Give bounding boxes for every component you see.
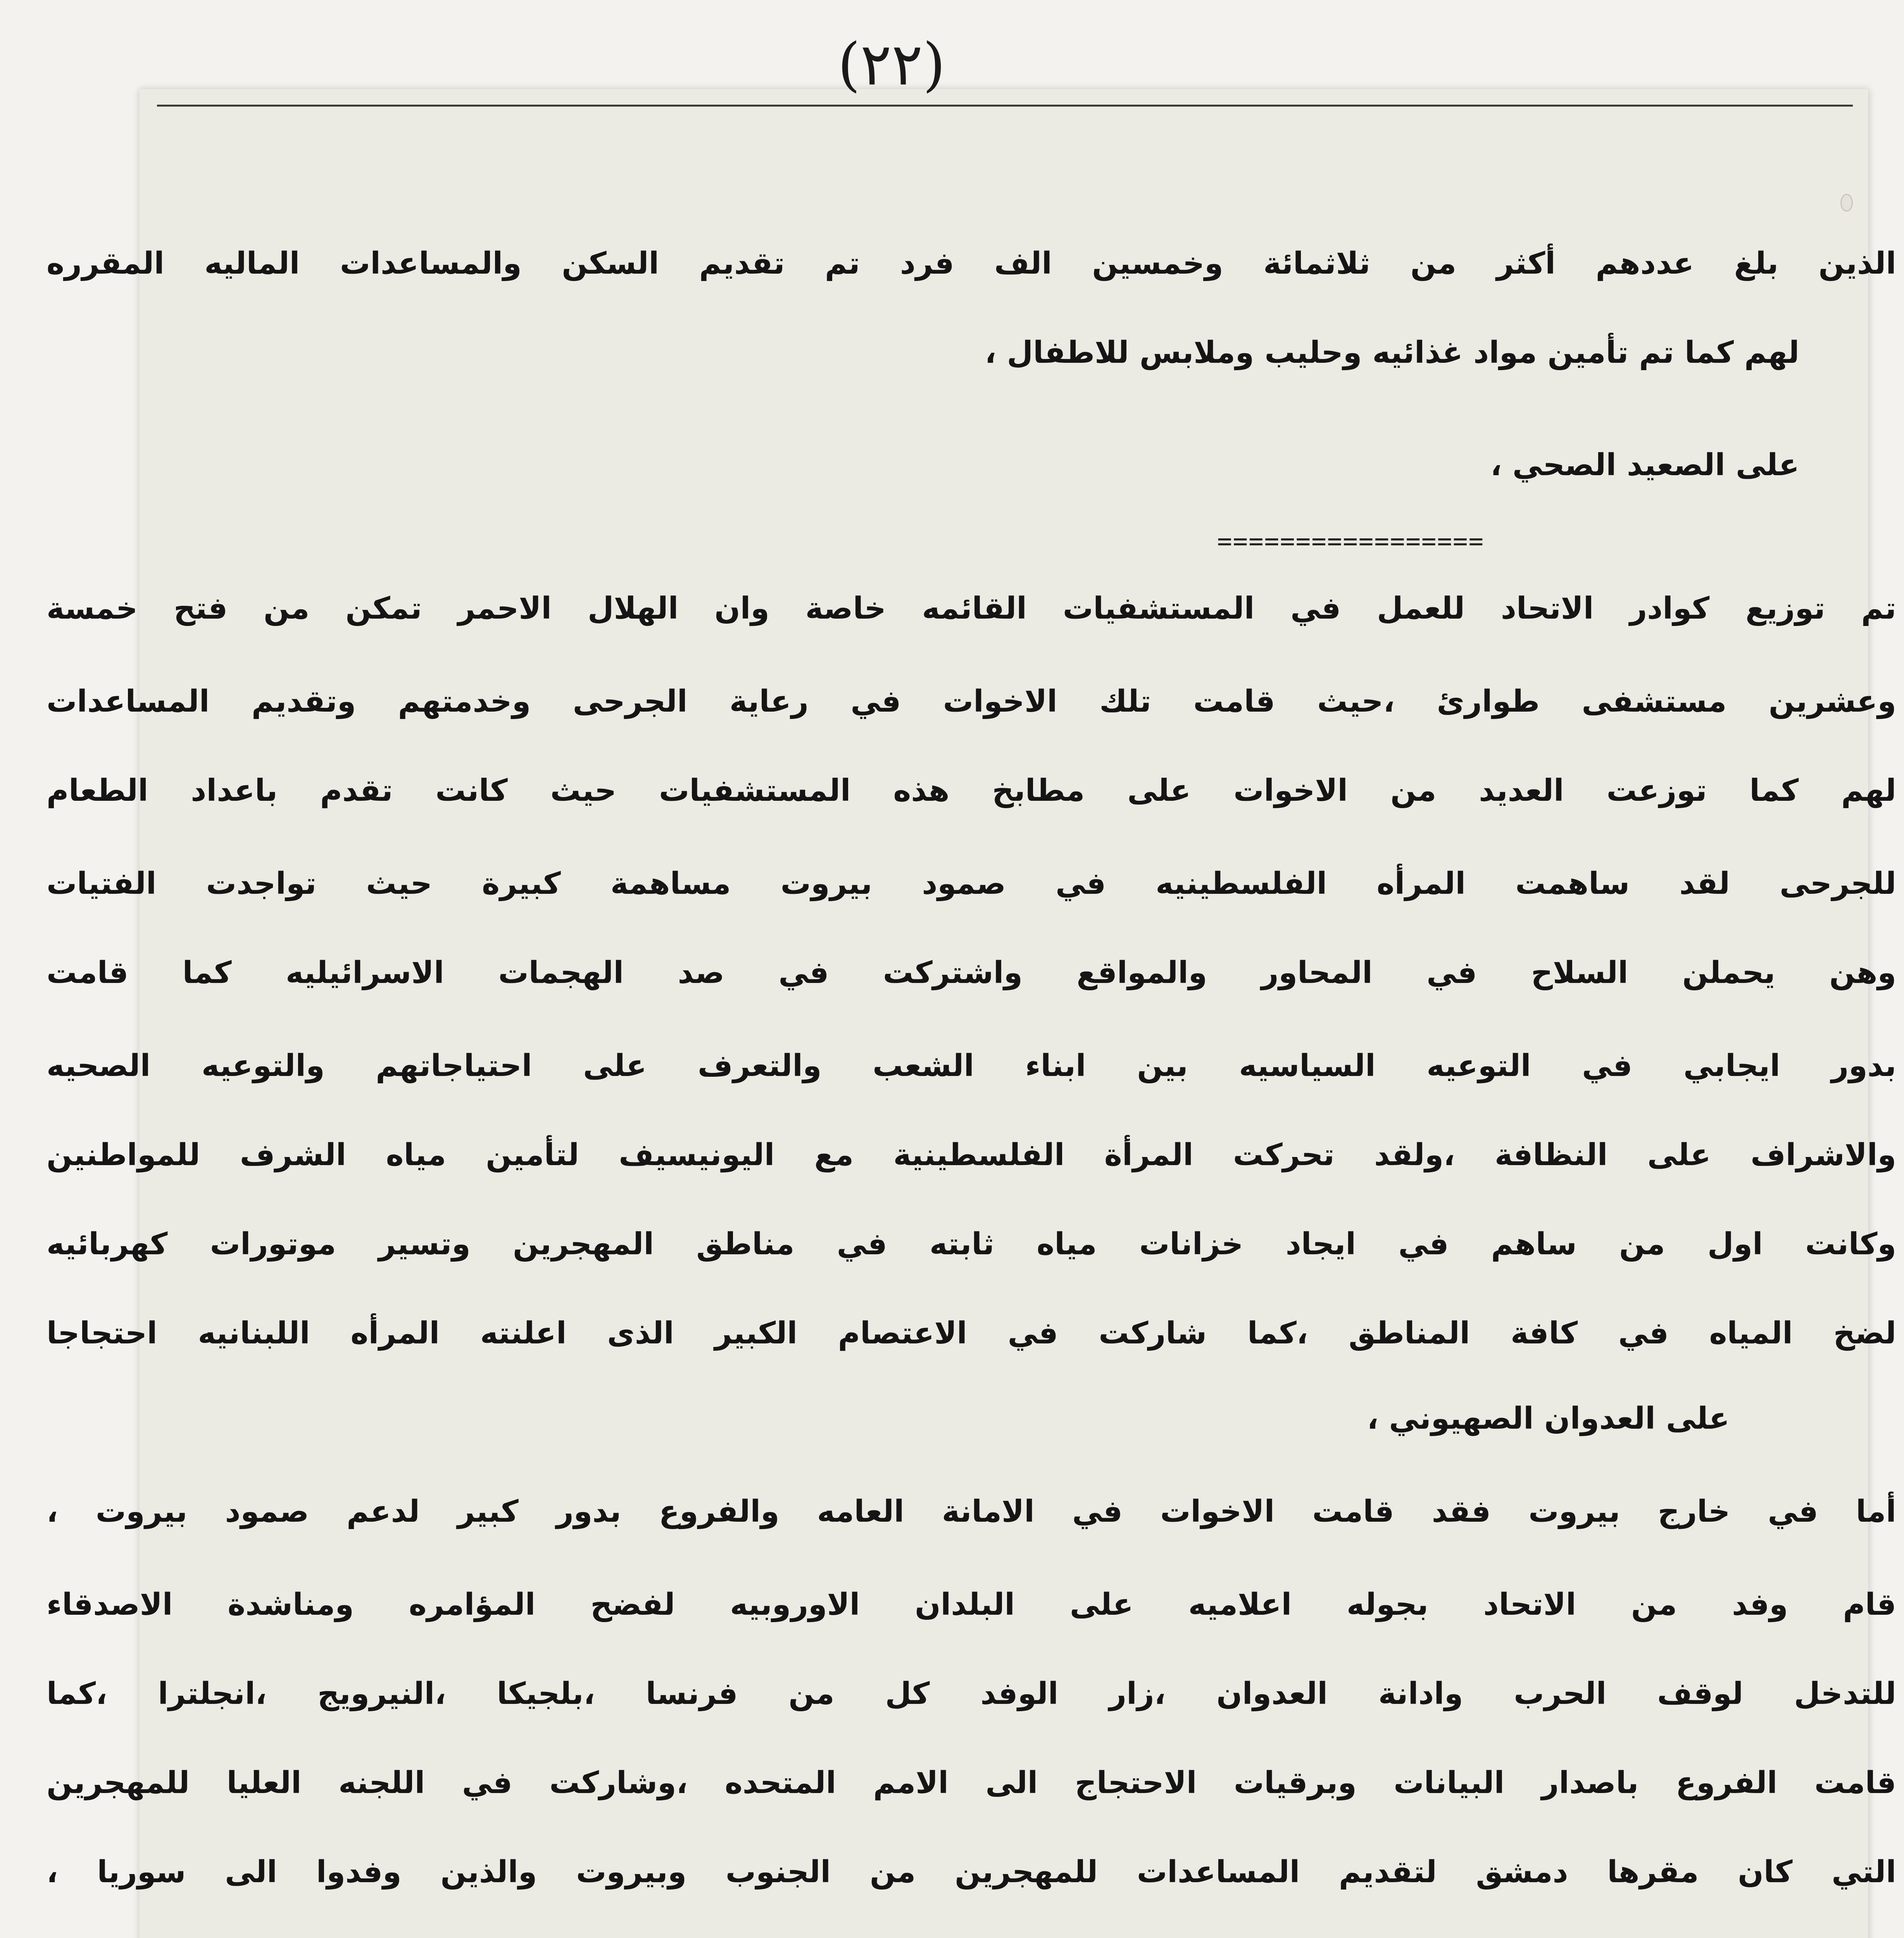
section-heading-health: على الصعيد الصحي ،: [1490, 448, 1799, 483]
text-line: وكانت اول من ساهم في ايجاد خزانات مياه ثابته في مناطق المهجرين وتسير موتورات كهربائيه: [47, 1227, 1896, 1262]
text-line: بدور ايجابي في التوعيه السياسيه بين ابناء الشعب والتعرف على احتياجاتهم والتوعيه الصحيه: [47, 1048, 1896, 1083]
text-line: تم توزيع كوادر الاتحاد للعمل في المستشفيات القائمه خاصة وان الهلال الاحمر تمكن من فتح خمسة: [47, 591, 1896, 626]
text-line: لهم كما تم تأمين مواد غذائيه وحليب وملابس للاطفال ،: [985, 335, 1799, 370]
text-line: قام وفد من الاتحاد بجوله اعلاميه على البلدان الاوروبيه لفضح المؤامره ومناشدة الاصدقاء: [47, 1587, 1896, 1622]
text-line: قامت الفروع باصدار البيانات وبرقيات الاحتجاج الى الامم المتحده ،وشاركت في اللجنه العليا للمهجرين: [47, 1766, 1896, 1800]
heading-underline: =================: [1217, 527, 1485, 556]
text-line: التي كان مقرها دمشق لتقديم المساعدات للمهجرين من الجنوب وبيروت والذين وفدوا الى سوريا ،: [47, 1855, 1896, 1890]
text-line: لضخ المياه في كافة المناطق ،كما شاركت في الاعتصام الكبير الذى اعلنته المرأه اللبنانيه احتجاجا: [47, 1316, 1896, 1351]
text-line: للجرحى لقد ساهمت المرأه الفلسطينيه في صمود بيروت مساهمة كبيرة حيث تواجدت الفتيات: [47, 866, 1896, 901]
text-line: والاشراف على النظافة ،ولقد تحركت المرأة الفلسطينية مع اليونيسيف لتأمين مياه الشرف للمواطنين: [47, 1138, 1896, 1172]
text-line: للتدخل لوقف الحرب وادانة العدوان ،زار الوفد كل من فرنسا ،بلجيكا ،النيرويج ،انجلترا ،كما: [47, 1676, 1896, 1711]
text-line: وهن يحملن السلاح في المحاور والمواقع واشتركت في صد الهجمات الاسرائيليه كما قامت: [47, 955, 1896, 990]
text-line: الذين بلغ عددهم أكثر من ثلاثمائة وخمسين الف فرد تم تقديم السكن والمساعدات الماليه المقرره: [47, 246, 1896, 281]
page-number: (٢٢): [837, 31, 946, 98]
text-line: وعشرين مستشفى طوارئ ،حيث قامت تلك الاخوات في رعاية الجرحى وخدمتهم وتقديم المساعدات: [47, 684, 1896, 719]
text-line: أما في خارج بيروت فقد قامت الاخوات في الامانة العامه والفروع بدور كبير لدعم صمود بيروت ،: [47, 1494, 1896, 1529]
text-line: على العدوان الصهيوني ،: [1367, 1401, 1730, 1436]
text-line: لهم كما توزعت العديد من الاخوات على مطابخ هذه المستشفيات حيث كانت تقدم باعداد الطعام: [47, 773, 1896, 808]
